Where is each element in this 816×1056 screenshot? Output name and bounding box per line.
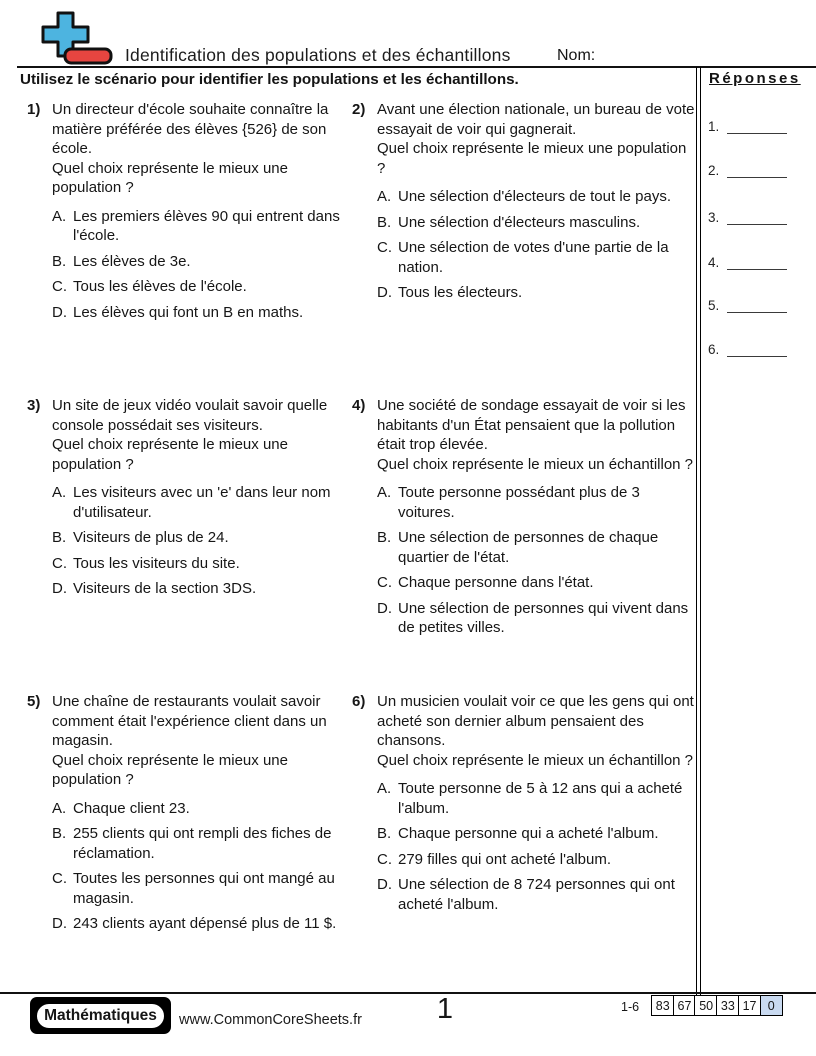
question-prompt: Quel choix représente le mieux une population ?	[377, 140, 687, 177]
answer-blank	[727, 255, 787, 270]
option-label: D.	[377, 876, 392, 893]
question-scenario: Un directeur d'école souhaite connaître la matière préférée des élèves {526} de son école.	[52, 101, 329, 157]
question-4	[352, 396, 698, 638]
option-label: B.	[377, 825, 392, 842]
answer-slot-5	[708, 298, 787, 313]
answer-blank	[727, 342, 787, 357]
answer-blank	[727, 298, 787, 313]
option-label: C.	[52, 278, 67, 295]
question-scenario: Une société de sondage essayait de voir si les habitants d'un État pensaient que la pollution était trop élevée.	[377, 397, 686, 453]
question-6	[352, 692, 698, 914]
answers-divider-double-line	[696, 67, 701, 996]
option-label: A.	[377, 484, 392, 501]
option-text: Les élèves de 3e.	[73, 252, 191, 270]
option-d	[377, 599, 698, 638]
option-text: Toute personne de 5 à 12 ans qui a acheté l'album.	[398, 780, 683, 817]
option-label: A.	[52, 484, 67, 501]
website-url: www.CommonCoreSheets.fr	[179, 1012, 362, 1028]
option-text: Toutes les personnes qui ont mangé au magasin.	[73, 870, 335, 907]
option-text: Une sélection de votes d'une partie de la nation.	[398, 239, 669, 276]
answer-blank	[727, 119, 787, 134]
option-c	[52, 554, 345, 574]
question-row-2	[0, 396, 698, 638]
answers-panel	[706, 67, 816, 990]
option-d	[377, 283, 698, 303]
mathematiques-badge	[30, 997, 171, 1034]
answer-blank	[727, 163, 787, 178]
option-label: A.	[377, 188, 392, 205]
minus-icon	[65, 49, 111, 63]
questions-area	[0, 67, 698, 990]
option-label: C.	[377, 239, 392, 256]
option-d	[52, 579, 345, 599]
question-scenario: Un site de jeux vidéo voulait savoir quelle console possédait ses visiteurs.	[52, 397, 328, 434]
option-text: Une sélection de 8 724 personnes qui ont acheté l'album.	[398, 876, 675, 913]
option-b	[52, 528, 345, 548]
option-b	[377, 213, 698, 233]
question-scenario: Un musicien voulait voir ce que les gens qui ont acheté son dernier album pensaient des chansons.	[377, 693, 694, 749]
page-title: Identification des populations et des échantillons	[125, 45, 511, 65]
answer-slot-6	[708, 342, 787, 357]
question-prompt: Quel choix représente le mieux une population ?	[52, 436, 288, 473]
option-text: Une sélection d'électeurs de tout le pays.	[398, 188, 672, 205]
option-c	[377, 573, 698, 593]
answer-blank	[727, 210, 787, 225]
option-text: Chaque personne qui a acheté l'album.	[398, 825, 659, 842]
option-label: B.	[377, 529, 392, 546]
option-text: Tous les élèves de l'école.	[73, 278, 247, 295]
question-scenario: Avant une élection nationale, un bureau de vote essayait de voir qui gagnerait.	[377, 101, 695, 138]
name-label: Nom:	[557, 47, 596, 64]
score-cell-highlighted: 0	[760, 995, 784, 1016]
option-a	[52, 483, 345, 522]
question-prompt: Quel choix représente le mieux un échantillon ?	[377, 455, 694, 473]
question-prompt: Quel choix représente le mieux une population ?	[52, 751, 288, 788]
options-list	[377, 483, 698, 638]
score-cell: 50	[694, 995, 718, 1016]
option-label: B.	[52, 529, 67, 546]
option-label: C.	[377, 574, 392, 591]
question-row-3	[0, 692, 698, 934]
option-text: 279 filles qui ont acheté l'album.	[398, 850, 611, 868]
commoncoresheets-logo	[38, 10, 118, 66]
option-a	[377, 187, 698, 207]
answer-number: 4.	[708, 255, 720, 270]
question-3	[27, 396, 345, 599]
option-c	[52, 277, 345, 297]
option-label: A.	[52, 207, 67, 225]
footer-divider	[0, 992, 816, 994]
score-cell: 83	[651, 995, 675, 1016]
answer-slot-2	[708, 163, 787, 178]
question-prompt: Quel choix représente le mieux un échantillon ?	[377, 751, 694, 769]
option-text: Chaque client 23.	[73, 799, 190, 817]
option-label: D.	[377, 284, 392, 301]
option-b	[52, 824, 345, 863]
options-list	[377, 779, 698, 914]
score-cell: 17	[738, 995, 762, 1016]
answer-slot-4	[708, 255, 787, 270]
question-number: 3)	[27, 397, 41, 414]
option-a	[377, 483, 698, 522]
option-d	[52, 303, 345, 323]
question-2	[352, 100, 698, 303]
option-a	[377, 779, 698, 818]
option-text: Tous les électeurs.	[398, 284, 523, 301]
option-c	[52, 869, 345, 908]
answer-number: 2.	[708, 163, 720, 178]
options-list	[377, 187, 698, 303]
option-b	[377, 824, 698, 844]
question-1	[27, 100, 345, 322]
option-text: Les visiteurs avec un 'e' dans leur nom d'utilisateur.	[73, 484, 331, 521]
option-text: Une sélection d'électeurs masculins.	[398, 213, 641, 231]
options-list	[52, 207, 345, 323]
option-text: Toute personne possédant plus de 3 voitures.	[398, 484, 640, 521]
option-d	[377, 875, 698, 914]
option-label: D.	[377, 599, 392, 617]
option-d	[52, 914, 345, 934]
option-c	[377, 238, 698, 277]
option-label: B.	[52, 825, 67, 842]
option-text: 255 clients qui ont rempli des fiches de réclamation.	[73, 825, 332, 862]
options-list	[52, 799, 345, 934]
option-b	[52, 252, 345, 272]
option-text: 243 clients ayant dépensé plus de 11 $.	[73, 915, 337, 932]
option-label: C.	[377, 850, 392, 868]
option-label: D.	[52, 303, 67, 321]
question-number: 2)	[352, 101, 366, 118]
question-number: 1)	[27, 101, 41, 118]
score-table	[651, 995, 783, 1016]
option-text: Visiteurs de plus de 24.	[73, 529, 229, 546]
question-scenario: Une chaîne de restaurants voulait savoir comment était l'expérience client dans un magasin.	[52, 693, 327, 749]
option-text: Une sélection de personnes de chaque quartier de l'état.	[398, 529, 659, 566]
answer-slot-3	[708, 210, 787, 225]
question-number: 4)	[352, 397, 366, 414]
option-c	[377, 850, 698, 870]
option-label: B.	[377, 213, 392, 231]
option-label: B.	[52, 252, 67, 270]
answer-number: 3.	[708, 210, 720, 225]
option-label: A.	[52, 799, 67, 817]
option-text: Les premiers élèves 90 qui entrent dans l'école.	[73, 207, 340, 244]
option-label: D.	[52, 580, 67, 597]
badge-label: Mathématiques	[35, 1002, 166, 1030]
instruction-text: Utilisez le scénario pour identifier les populations et les échantillons.	[20, 71, 519, 88]
option-a	[52, 799, 345, 819]
page-number: 1	[436, 993, 454, 1025]
option-text: Visiteurs de la section 3DS.	[73, 580, 257, 597]
option-label: C.	[52, 870, 67, 887]
question-number: 6)	[352, 693, 366, 710]
answer-slot-1	[708, 119, 787, 134]
option-text: Tous les visiteurs du site.	[73, 554, 240, 572]
question-number: 5)	[27, 693, 41, 710]
option-text: Une sélection de personnes qui vivent dans de petites villes.	[398, 599, 689, 636]
option-b	[377, 528, 698, 567]
score-cell: 67	[673, 995, 697, 1016]
question-row-1	[0, 100, 698, 322]
answers-title: Réponses	[709, 70, 801, 87]
answer-number: 5.	[708, 298, 720, 313]
option-label: C.	[52, 554, 67, 572]
option-a	[52, 207, 345, 246]
score-cell: 33	[716, 995, 740, 1016]
logo-graphic	[38, 10, 118, 66]
option-text: Les élèves qui font un B en maths.	[73, 303, 304, 321]
options-list	[52, 483, 345, 599]
question-5	[27, 692, 345, 934]
answer-number: 6.	[708, 342, 720, 357]
question-prompt: Quel choix représente le mieux une population ?	[52, 159, 288, 196]
option-label: D.	[52, 915, 67, 932]
score-range-label: 1-6	[621, 1000, 640, 1014]
answer-number: 1.	[708, 119, 720, 134]
option-text: Chaque personne dans l'état.	[398, 574, 594, 591]
option-label: A.	[377, 780, 392, 797]
